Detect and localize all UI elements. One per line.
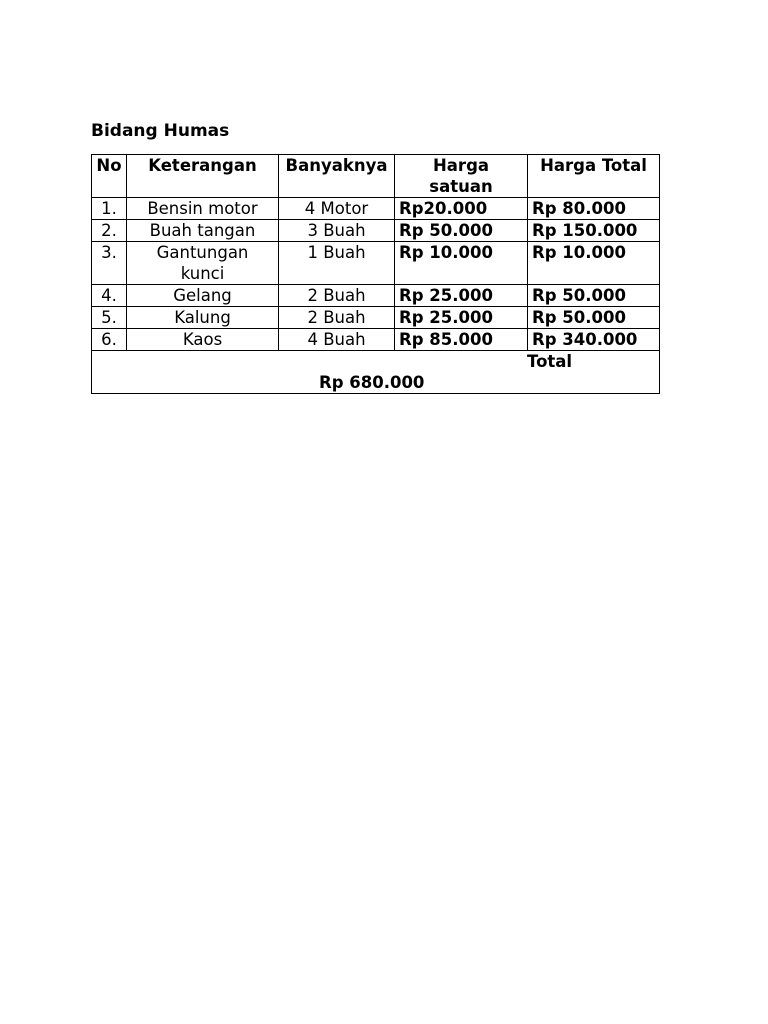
header-no: No [92,155,127,198]
cell-banyaknya: 4 Buah [279,329,395,351]
cell-harga-total: Rp 80.000 [528,198,660,220]
cell-no: 3. [92,242,127,285]
cell-harga-satuan: Rp 25.000 [395,285,528,307]
cell-harga-satuan: Rp 85.000 [395,329,528,351]
cell-no: 5. [92,307,127,329]
header-harga-satuan: Harga satuan [395,155,528,198]
section-title: Bidang Humas [91,121,230,141]
cell-banyaknya: 2 Buah [279,285,395,307]
cell-harga-satuan: Rp 25.000 [395,307,528,329]
cell-banyaknya: 1 Buah [279,242,395,285]
cell-keterangan: Bensin motor [127,198,279,220]
table-row [92,198,660,220]
cell-keterangan: Gelang [127,285,279,307]
total-label: Total [527,352,573,371]
header-harga-total: Harga Total [528,155,660,198]
cell-no: 1. [92,198,127,220]
table-footer-row [92,351,660,394]
cell-banyaknya: 2 Buah [279,307,395,329]
cell-harga-total: Rp 50.000 [528,285,660,307]
table-row [92,307,660,329]
table-row [92,329,660,351]
budget-table [91,154,660,394]
cell-no: 4. [92,285,127,307]
table-header-row [92,155,660,198]
cell-keterangan: Gantungan kunci [127,242,279,285]
cell-harga-satuan: Rp 50.000 [395,220,528,242]
cell-no: 2. [92,220,127,242]
table-row [92,220,660,242]
header-keterangan: Keterangan [127,155,279,198]
cell-banyaknya: 3 Buah [279,220,395,242]
cell-keterangan: Kaos [127,329,279,351]
cell-no: 6. [92,329,127,351]
cell-harga-total: Rp 150.000 [528,220,660,242]
cell-banyaknya: 4 Motor [279,198,395,220]
cell-harga-total: Rp 340.000 [528,329,660,351]
cell-keterangan: Kalung [127,307,279,329]
cell-keterangan: Buah tangan [127,220,279,242]
table-row [92,242,660,285]
total-value: Rp 680.000 [319,373,425,392]
cell-harga-satuan: Rp20.000 [395,198,528,220]
cell-harga-total: Rp 50.000 [528,307,660,329]
cell-harga-total: Rp 10.000 [528,242,660,285]
table-row [92,285,660,307]
total-cell [92,351,660,394]
header-banyaknya: Banyaknya [279,155,395,198]
cell-harga-satuan: Rp 10.000 [395,242,528,285]
